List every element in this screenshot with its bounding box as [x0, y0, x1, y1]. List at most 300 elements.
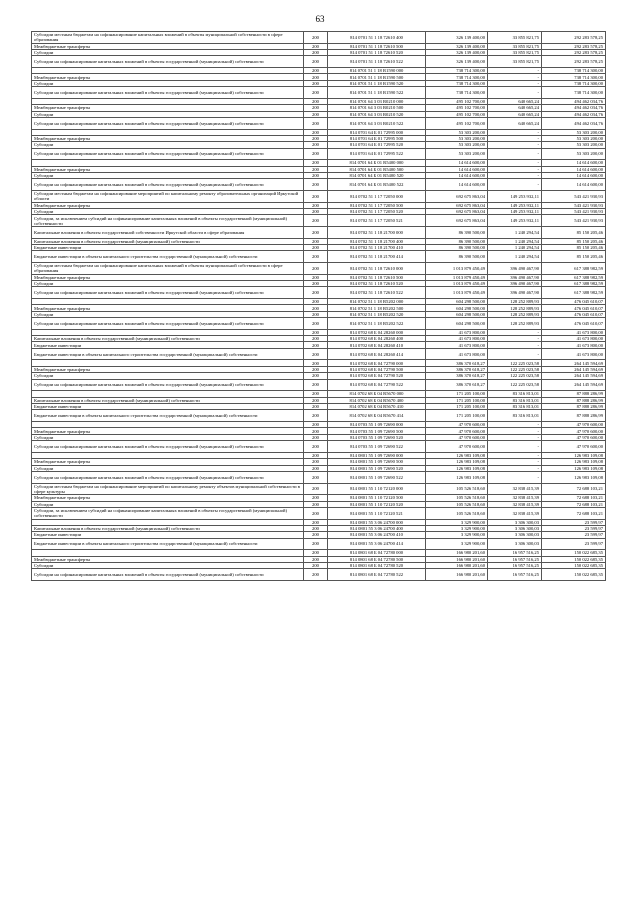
row-name: Субсидии на софинансирование капитальных вложений в объекты государственной (муниципальной) собственности [32, 318, 304, 330]
row-remaining: 292 283 578,25 [542, 43, 606, 49]
row-executed: 149 253 932,11 [488, 191, 542, 203]
row-remaining: 87 888 286,99 [542, 404, 606, 410]
row-remaining: 85 150 205,46 [542, 251, 606, 263]
row-code: 200 [304, 56, 328, 68]
row-code: 200 [304, 280, 328, 286]
row-budget-code: 814 0801 55 3 06 24700 410 [328, 532, 426, 538]
row-executed: - [488, 434, 542, 440]
row-budget-code: 814 0701 64 3 03 R0210 500 [328, 105, 426, 111]
row-remaining: 41 673 800,00 [542, 329, 606, 335]
row-code: 200 [304, 135, 328, 141]
row-budget-code: 814 0701 51 1 18 72610 500 [328, 43, 426, 49]
row-remaining: 494 462 034,76 [542, 111, 606, 117]
row-remaining: 47 970 600,00 [542, 422, 606, 428]
row-code: 200 [304, 428, 328, 434]
row-name: Субсидии [32, 111, 304, 117]
row-approved: 126 983 109,08 [426, 471, 488, 483]
row-executed: 149 253 932,11 [488, 202, 542, 208]
row-code: 200 [304, 397, 328, 403]
row-approved: 738 714 300,00 [426, 80, 488, 86]
row-budget-code: 814 0801 55 1 09 72690 522 [328, 471, 426, 483]
row-name: Бюджетные инвестиции в объекты капитального строительства государственной (муниципальной) собственности [32, 348, 304, 360]
row-approved: 326 139 400,00 [426, 49, 488, 55]
row-approved: 53 303 200,00 [426, 129, 488, 135]
row-name: Субсидии [32, 80, 304, 86]
row-remaining: 126 983 109,08 [542, 471, 606, 483]
row-executed: - [488, 422, 542, 428]
row-name: Субсидии местным бюджетам на софинансирование мероприятий по капитальному ремонту объектов муниципальной собственности в сфере культуры [32, 483, 304, 495]
row-approved: 41 673 800,00 [426, 348, 488, 360]
row-executed: - [488, 160, 542, 166]
row-approved: 126 983 109,08 [426, 459, 488, 465]
row-approved: 166 980 201,60 [426, 569, 488, 581]
row-name: Межбюджетные трансферты [32, 166, 304, 172]
row-approved: 126 983 109,08 [426, 465, 488, 471]
row-executed: 128 252 889,93 [488, 311, 542, 317]
row-executed: 640 665,24 [488, 117, 542, 129]
row-approved: 386 370 618,27 [426, 379, 488, 391]
row-budget-code: 814 0701 64 Б 01 72995 500 [328, 135, 426, 141]
row-code: 200 [304, 563, 328, 569]
row-remaining: 72 688 103,21 [542, 501, 606, 507]
row-budget-code: 814 0702 51 1 18 72610 000 [328, 262, 426, 274]
row-budget-code: 814 0701 51 1 18 72610 522 [328, 56, 426, 68]
row-executed: 396 490 467,90 [488, 262, 542, 274]
row-name: Субсидии на софинансирование капитальных вложений в объекты государственной (муниципальной) собственности [32, 148, 304, 160]
row-name: Бюджетные инвестиции [32, 342, 304, 348]
row-approved: 386 370 618,27 [426, 373, 488, 379]
row-approved: 47 970 600,00 [426, 428, 488, 434]
row-budget-code: 814 0701 64 Б 01 72995 000 [328, 129, 426, 135]
row-remaining: 23 599,97 [542, 525, 606, 531]
row-name: Бюджетные инвестиции в объекты капитального строительства государственной (муниципальной) собственности [32, 251, 304, 263]
row-executed: 33 855 821,75 [488, 56, 542, 68]
row-budget-code: 814 0801 55 1 10 72120 000 [328, 483, 426, 495]
row-remaining: 126 983 109,08 [542, 465, 606, 471]
row-approved: 41 673 800,00 [426, 336, 488, 342]
row-approved: 604 298 500,00 [426, 305, 488, 311]
row-code: 200 [304, 532, 328, 538]
row-code: 200 [304, 166, 328, 172]
row-approved: 14 614 600,00 [426, 179, 488, 191]
row-budget-code: 814 0702 51 1 18 21700 000 [328, 227, 426, 239]
row-approved: 47 970 600,00 [426, 441, 488, 453]
row-code: 200 [304, 238, 328, 244]
row-code: 200 [304, 373, 328, 379]
table-row [32, 507, 606, 519]
row-code: 200 [304, 117, 328, 129]
row-remaining: 476 045 610,07 [542, 318, 606, 330]
row-budget-code: 814 0701 64 Б 01 R5400 522 [328, 179, 426, 191]
row-approved: 171 205 100,00 [426, 391, 488, 397]
table-row [32, 191, 606, 203]
row-name: Бюджетные инвестиции в объекты капитального строительства государственной (муниципальной) собственности [32, 538, 304, 550]
row-budget-code: 814 0701 64 Б 01 72995 520 [328, 142, 426, 148]
row-code: 200 [304, 111, 328, 117]
row-approved: 495 102 700,00 [426, 111, 488, 117]
row-executed: 83 316 813,01 [488, 404, 542, 410]
row-code: 200 [304, 160, 328, 166]
row-code: 200 [304, 227, 328, 239]
row-approved: 738 714 300,00 [426, 67, 488, 73]
row-name: Капитальные вложения в объекты государственной (муниципальной) собственности [32, 238, 304, 244]
row-remaining: 494 462 034,76 [542, 98, 606, 104]
row-approved: 738 714 300,00 [426, 74, 488, 80]
row-name: Субсидии на софинансирование капитальных вложений в объекты государственной (муниципальной) собственности [32, 56, 304, 68]
row-approved: 326 139 400,00 [426, 43, 488, 49]
row-remaining: 150 022 685,35 [542, 550, 606, 556]
row-budget-code: 814 0801 68 Б 04 72780 522 [328, 569, 426, 581]
row-code: 200 [304, 336, 328, 342]
row-code: 200 [304, 148, 328, 160]
row-remaining: 14 614 600,00 [542, 166, 606, 172]
row-code: 200 [304, 483, 328, 495]
row-executed: - [488, 336, 542, 342]
row-code: 200 [304, 32, 328, 44]
row-approved: 326 139 400,00 [426, 32, 488, 44]
row-approved: 692 675 863,04 [426, 215, 488, 227]
row-budget-code: 814 0801 68 Б 04 72780 520 [328, 563, 426, 569]
row-remaining: 476 045 610,07 [542, 311, 606, 317]
table-row [32, 215, 606, 227]
row-approved: 105 526 518,60 [426, 507, 488, 519]
row-code: 200 [304, 465, 328, 471]
row-remaining: 126 983 109,08 [542, 452, 606, 458]
row-code: 200 [304, 142, 328, 148]
row-executed: - [488, 179, 542, 191]
row-code: 200 [304, 556, 328, 562]
row-name: Межбюджетные трансферты [32, 459, 304, 465]
row-code: 200 [304, 538, 328, 550]
row-name: Межбюджетные трансферты [32, 74, 304, 80]
row-remaining: 41 673 800,00 [542, 336, 606, 342]
table-row [32, 117, 606, 129]
row-budget-code: 814 0702 68 Б 04 72790 522 [328, 379, 426, 391]
row-budget-code: 814 0702 51 1 18 21700 400 [328, 238, 426, 244]
row-code: 200 [304, 251, 328, 263]
row-executed: - [488, 129, 542, 135]
row-code: 200 [304, 410, 328, 422]
row-budget-code: 814 0801 55 3 06 24700 400 [328, 525, 426, 531]
row-code: 200 [304, 404, 328, 410]
budget-table-body [32, 32, 606, 581]
row-code: 200 [304, 525, 328, 531]
row-name: Межбюджетные трансферты [32, 366, 304, 372]
row-budget-code: 814 0702 51 1 18 R5202 522 [328, 318, 426, 330]
table-row [32, 179, 606, 191]
row-name: Субсидии [32, 173, 304, 179]
row-code: 200 [304, 366, 328, 372]
row-budget-code: 814 0701 64 3 03 R0210 520 [328, 111, 426, 117]
row-name: Межбюджетные трансферты [32, 305, 304, 311]
row-remaining: 53 303 200,00 [542, 135, 606, 141]
row-remaining: 738 714 300,00 [542, 67, 606, 73]
row-approved: 495 102 700,00 [426, 105, 488, 111]
row-executed: 3 306 300,03 [488, 532, 542, 538]
table-row [32, 525, 606, 531]
row-name: Субсидии [32, 373, 304, 379]
row-budget-code: 814 0702 51 1 18 72610 500 [328, 274, 426, 280]
row-code: 200 [304, 569, 328, 581]
row-budget-code: 814 0701 51 1 18 72610 520 [328, 49, 426, 55]
row-budget-code: 814 0801 55 1 10 72120 500 [328, 495, 426, 501]
row-remaining: 494 462 034,76 [542, 105, 606, 111]
row-name: Субсидии [32, 142, 304, 148]
row-name: Субсидии местным бюджетам на софинансирование капитальных вложений в объекты муниципальной собственности в сфере образования [32, 262, 304, 274]
row-approved: 53 303 200,00 [426, 148, 488, 160]
row-approved: 604 298 500,00 [426, 318, 488, 330]
row-budget-code: 814 0702 68 Б 04 28260 400 [328, 336, 426, 342]
row-budget-code: 814 0701 51 1 18 R1590 522 [328, 87, 426, 99]
row-approved: 105 526 518,60 [426, 483, 488, 495]
row-executed: 1 240 294,54 [488, 251, 542, 263]
table-row [32, 318, 606, 330]
row-approved: 386 370 618,27 [426, 360, 488, 366]
row-executed: - [488, 471, 542, 483]
row-budget-code: 814 0701 64 Б 01 R5400 520 [328, 173, 426, 179]
row-code: 200 [304, 105, 328, 111]
row-executed: 83 316 813,01 [488, 397, 542, 403]
row-remaining: 264 145 594,69 [542, 373, 606, 379]
row-budget-code: 814 0701 64 Б 01 72995 522 [328, 148, 426, 160]
table-row [32, 251, 606, 263]
row-budget-code: 814 0702 68 Б 04 72790 000 [328, 360, 426, 366]
row-remaining: 543 421 930,93 [542, 202, 606, 208]
row-approved: 41 673 800,00 [426, 342, 488, 348]
row-approved: 86 390 500,00 [426, 251, 488, 263]
row-budget-code: 814 0702 68 Б 04 R5670 400 [328, 397, 426, 403]
row-budget-code: 814 0702 51 1 17 72050 520 [328, 209, 426, 215]
row-approved: 14 614 600,00 [426, 173, 488, 179]
row-name: Субсидии местным бюджетам на софинансирование капитальных вложений в объекты муниципальной собственности в сфере образования [32, 32, 304, 44]
row-approved: 14 614 600,00 [426, 160, 488, 166]
row-approved: 495 102 700,00 [426, 117, 488, 129]
row-code: 200 [304, 459, 328, 465]
row-remaining: 292 283 578,25 [542, 32, 606, 44]
row-remaining: 85 150 205,46 [542, 238, 606, 244]
row-code: 200 [304, 434, 328, 440]
row-code: 200 [304, 215, 328, 227]
row-approved: 86 390 500,00 [426, 238, 488, 244]
row-budget-code: 814 0701 51 1 18 R1590 500 [328, 74, 426, 80]
row-code: 200 [304, 43, 328, 49]
row-name: Межбюджетные трансферты [32, 556, 304, 562]
row-budget-code: 814 0702 68 Б 04 28260 000 [328, 329, 426, 335]
row-executed: 149 253 932,11 [488, 215, 542, 227]
row-remaining: 47 970 600,00 [542, 434, 606, 440]
row-budget-code: 814 0703 55 1 09 72690 522 [328, 441, 426, 453]
row-remaining: 23 599,97 [542, 519, 606, 525]
row-code: 200 [304, 202, 328, 208]
row-approved: 604 298 500,00 [426, 298, 488, 304]
row-executed: - [488, 87, 542, 99]
row-approved: 386 370 618,27 [426, 366, 488, 372]
row-name: Субсидии на софинансирование капитальных вложений в объекты государственной (муниципальной) собственности [32, 87, 304, 99]
table-row [32, 287, 606, 299]
row-budget-code: 814 0801 68 Б 04 72780 500 [328, 556, 426, 562]
row-approved: 3 329 900,00 [426, 532, 488, 538]
table-row [32, 471, 606, 483]
row-budget-code: 814 0701 51 1 18 72610 400 [328, 32, 426, 44]
row-executed: - [488, 342, 542, 348]
row-remaining: 126 983 109,08 [542, 459, 606, 465]
row-code: 200 [304, 441, 328, 453]
row-budget-code: 814 0701 64 3 03 R0210 522 [328, 117, 426, 129]
row-remaining: 85 150 205,46 [542, 227, 606, 239]
row-code: 200 [304, 173, 328, 179]
row-code: 200 [304, 311, 328, 317]
row-executed: - [488, 80, 542, 86]
row-executed: 16 957 516,25 [488, 563, 542, 569]
row-approved: 692 675 863,04 [426, 209, 488, 215]
row-executed: 1 240 294,54 [488, 244, 542, 250]
row-name: Субсидии [32, 280, 304, 286]
row-executed: 83 316 813,01 [488, 391, 542, 397]
row-name: Субсидии [32, 49, 304, 55]
row-approved: 47 970 600,00 [426, 434, 488, 440]
row-approved: 14 614 600,00 [426, 166, 488, 172]
row-executed: 16 957 516,25 [488, 569, 542, 581]
row-approved: 53 303 200,00 [426, 135, 488, 141]
row-remaining: 617 388 982,59 [542, 262, 606, 274]
row-approved: 166 980 201,60 [426, 563, 488, 569]
table-row [32, 348, 606, 360]
row-code: 200 [304, 471, 328, 483]
row-remaining: 738 714 300,00 [542, 87, 606, 99]
row-code: 200 [304, 452, 328, 458]
row-remaining: 738 714 300,00 [542, 74, 606, 80]
row-approved: 3 329 900,00 [426, 525, 488, 531]
row-name: Межбюджетные трансферты [32, 135, 304, 141]
table-row [32, 32, 606, 44]
row-name: Капитальные вложения в объекты государственной (муниципальной) собственности [32, 525, 304, 531]
table-row [32, 262, 606, 274]
row-executed: 640 665,24 [488, 111, 542, 117]
row-executed: - [488, 459, 542, 465]
row-name: Субсидии, за исключением субсидий на софинансирование капитальных вложений в объекты государственной (муниципальной) собственности [32, 507, 304, 519]
page-number: 63 [315, 14, 325, 24]
row-executed: 640 665,24 [488, 98, 542, 104]
row-budget-code: 814 0702 51 1 17 72050 500 [328, 202, 426, 208]
row-executed: 128 252 889,93 [488, 305, 542, 311]
row-budget-code: 814 0801 55 1 09 72690 000 [328, 452, 426, 458]
row-budget-code: 814 0702 51 1 18 R5202 500 [328, 305, 426, 311]
row-executed: - [488, 428, 542, 434]
row-approved: 166 980 201,60 [426, 550, 488, 556]
row-executed: 122 225 023,58 [488, 379, 542, 391]
row-executed: 149 253 932,11 [488, 209, 542, 215]
table-row [32, 56, 606, 68]
table-row [32, 441, 606, 453]
row-approved: 171 205 100,00 [426, 404, 488, 410]
row-budget-code: 814 0702 51 1 18 21700 410 [328, 244, 426, 250]
row-code: 200 [304, 287, 328, 299]
row-executed: 128 252 889,93 [488, 298, 542, 304]
row-code: 200 [304, 550, 328, 556]
row-remaining: 53 303 200,00 [542, 142, 606, 148]
row-remaining: 264 145 594,69 [542, 366, 606, 372]
row-executed: 83 316 813,01 [488, 410, 542, 422]
row-name: Межбюджетные трансферты [32, 428, 304, 434]
row-approved: 53 303 200,00 [426, 142, 488, 148]
row-approved: 326 139 400,00 [426, 56, 488, 68]
row-executed: - [488, 142, 542, 148]
row-approved: 1 013 879 450,49 [426, 274, 488, 280]
row-approved: 692 675 863,04 [426, 191, 488, 203]
row-name: Субсидии на софинансирование капитальных вложений в объекты государственной (муниципальной) собственности [32, 471, 304, 483]
row-remaining: 494 462 034,76 [542, 117, 606, 129]
row-approved: 3 329 900,00 [426, 519, 488, 525]
table-row [32, 538, 606, 550]
row-name: Субсидии на софинансирование капитальных вложений в объекты государственной (муниципальной) собственности [32, 179, 304, 191]
row-code: 200 [304, 67, 328, 73]
row-approved: 1 013 879 450,49 [426, 287, 488, 299]
row-remaining: 264 145 594,69 [542, 379, 606, 391]
row-code: 200 [304, 129, 328, 135]
row-budget-code: 814 0702 68 Б 04 R5670 414 [328, 410, 426, 422]
row-name: Субсидии, за исключением субсидий на софинансирование капитальных вложений в объекты государственной (муниципальной) собственности [32, 215, 304, 227]
row-name: Капитальные вложения в объекты государственной (муниципальной) собственности [32, 397, 304, 403]
row-budget-code: 814 0703 55 1 09 72690 500 [328, 428, 426, 434]
row-code: 200 [304, 305, 328, 311]
row-budget-code: 814 0801 68 Б 04 72780 000 [328, 550, 426, 556]
table-row [32, 569, 606, 581]
row-code: 200 [304, 179, 328, 191]
row-remaining: 292 283 578,25 [542, 56, 606, 68]
row-executed: 1 240 294,54 [488, 227, 542, 239]
row-budget-code: 814 0702 68 Б 04 28260 414 [328, 348, 426, 360]
row-remaining: 87 888 286,99 [542, 397, 606, 403]
row-remaining: 150 022 685,35 [542, 569, 606, 581]
row-executed: 33 855 821,75 [488, 32, 542, 44]
row-code: 200 [304, 348, 328, 360]
row-name: Субсидии [32, 465, 304, 471]
row-budget-code: 814 0702 68 Б 04 R5670 410 [328, 404, 426, 410]
row-approved: 3 329 900,00 [426, 538, 488, 550]
row-budget-code: 814 0702 68 Б 04 28260 410 [328, 342, 426, 348]
row-executed: 32 838 415,39 [488, 507, 542, 519]
row-remaining: 87 888 286,99 [542, 410, 606, 422]
row-budget-code: 814 0701 64 Б 01 R5400 000 [328, 160, 426, 166]
row-budget-code: 814 0801 55 1 10 72120 521 [328, 507, 426, 519]
row-remaining: 617 388 982,59 [542, 274, 606, 280]
table-row [32, 227, 606, 239]
row-name: Бюджетные инвестиции [32, 404, 304, 410]
row-remaining: 87 888 286,99 [542, 391, 606, 397]
row-remaining: 53 303 200,00 [542, 129, 606, 135]
row-code: 200 [304, 507, 328, 519]
row-name: Межбюджетные трансферты [32, 43, 304, 49]
row-code: 200 [304, 342, 328, 348]
row-name: Межбюджетные трансферты [32, 202, 304, 208]
row-remaining: 14 614 600,00 [542, 160, 606, 166]
row-code: 200 [304, 262, 328, 274]
row-executed: 32 838 415,39 [488, 501, 542, 507]
row-remaining: 14 614 600,00 [542, 179, 606, 191]
row-executed: 396 490 467,90 [488, 287, 542, 299]
row-remaining: 543 421 930,93 [542, 215, 606, 227]
row-code: 200 [304, 495, 328, 501]
row-code: 200 [304, 274, 328, 280]
row-approved: 1 013 879 450,49 [426, 262, 488, 274]
row-remaining: 72 688 103,21 [542, 495, 606, 501]
row-code: 200 [304, 191, 328, 203]
row-name: Субсидии местным бюджетам на софинансирование мероприятий по капитальному ремонту образовательных организаций Иркутской области [32, 191, 304, 203]
row-budget-code: 814 0701 51 1 18 R1590 520 [328, 80, 426, 86]
row-name: Бюджетные инвестиции [32, 532, 304, 538]
row-remaining: 738 714 300,00 [542, 80, 606, 86]
row-approved: 126 983 109,08 [426, 452, 488, 458]
